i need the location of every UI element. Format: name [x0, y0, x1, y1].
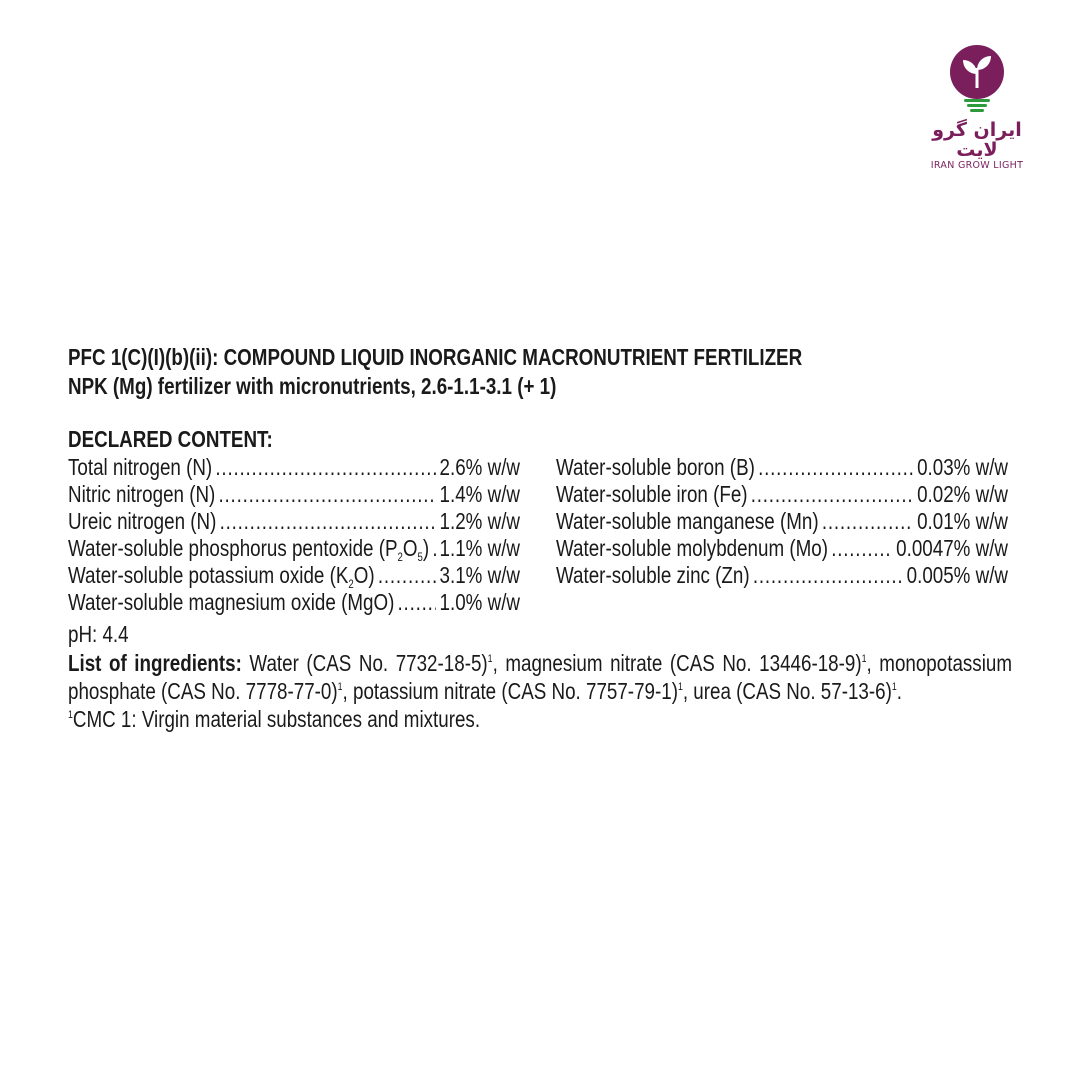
- nutrient-name: Water-soluble molybdenum (Mo): [556, 535, 828, 561]
- nutrient-row: [68, 454, 520, 481]
- nutrient-row: [68, 562, 520, 589]
- nutrient-row: [556, 454, 1008, 481]
- nutrient-name: Water-soluble magnesium oxide (MgO): [68, 589, 395, 615]
- logo-text-en: IRAN GROW LIGHT: [930, 160, 1024, 171]
- nutrient-value: 1.2% w/w: [439, 508, 520, 534]
- dot-leader: [215, 454, 436, 481]
- dot-leader: [220, 508, 437, 535]
- ingredients-label: List of ingredients:: [68, 650, 242, 676]
- nutrient-name: Water-soluble zinc (Zn): [556, 562, 750, 588]
- brand-logo: [912, 44, 1042, 171]
- dot-leader: [378, 562, 437, 589]
- nutrient-value: 0.02% w/w: [917, 481, 1008, 507]
- nutrient-name: Water-soluble manganese (Mn): [556, 508, 819, 534]
- dot-leader: [432, 535, 436, 562]
- nutrient-row: [556, 562, 1008, 589]
- nutrient-row: [556, 535, 1008, 562]
- nutrient-row: [68, 481, 520, 508]
- declared-content-table: [68, 454, 1012, 616]
- ingredients-list: List of ingredients: Water (CAS No. 7732-18-5)$^1$, magnesium nitrate (CAS No. 13446-18-9)$^1$, monopotassium phosphate (CAS No. 7778-77-0)$^1$, potassium nitrate (CAS No. 7757-79-1)$^1$, urea (CAS No. 57-13-6)$^1$.: [68, 650, 1012, 704]
- nutrient-name: Water-soluble phosphorus pentoxide $(P_2O_5)$: [68, 535, 430, 564]
- dot-leader: [751, 481, 914, 508]
- nutrient-row: [68, 535, 520, 562]
- nutrient-value: 1.1% w/w: [439, 535, 520, 561]
- dot-leader: [219, 481, 437, 508]
- nutrient-value: 2.6% w/w: [439, 454, 520, 480]
- declared-content-heading: DECLARED CONTENT:: [68, 426, 273, 452]
- nutrient-name: Nitric nitrogen (N): [68, 481, 216, 507]
- nutrient-value: 0.0047% w/w: [896, 535, 1008, 561]
- nutrient-row: [68, 508, 520, 535]
- nutrient-name: Total nitrogen (N): [68, 454, 213, 480]
- nutrient-name: Water-soluble potassium oxide $(K_2O)$: [68, 562, 375, 591]
- nutrient-row: [556, 481, 1008, 508]
- nutrient-value: 0.005% w/w: [906, 562, 1008, 588]
- nutrient-name: Water-soluble iron (Fe): [556, 481, 748, 507]
- nutrient-value: 0.01% w/w: [917, 508, 1008, 534]
- nutrient-value: 1.0% w/w: [439, 589, 520, 615]
- nutrient-row: [556, 508, 1008, 535]
- declared-content-left-column: [68, 454, 520, 616]
- nutrient-value: 3.1% w/w: [439, 562, 520, 588]
- nutrient-value: 1.4% w/w: [439, 481, 520, 507]
- nutrient-row: [68, 589, 520, 616]
- product-category-title: PFC 1(C)(I)(b)(ii): COMPOUND LIQUID INORGANIC MACRONUTRIENT FERTILIZER: [68, 344, 803, 370]
- footnote: $^1$CMC 1: Virgin material substances and mixtures.: [68, 706, 481, 732]
- declared-content-right-column: [556, 454, 1008, 616]
- dot-leader: [753, 562, 904, 589]
- nutrient-name: Water-soluble boron (B): [556, 454, 755, 480]
- dot-leader: [758, 454, 914, 481]
- nutrient-value: 0.03% w/w: [917, 454, 1008, 480]
- ph-value: pH: 4.4: [68, 621, 129, 647]
- grow-light-bulb-icon: [947, 44, 1007, 116]
- logo-text-fa: ایران گرو لایت: [932, 119, 1022, 161]
- dot-leader: [822, 508, 914, 535]
- dot-leader: [831, 535, 893, 562]
- product-type-subtitle: NPK (Mg) fertilizer with micronutrients, 2.6-1.1-3.1 (+ 1): [68, 373, 557, 399]
- fertilizer-label: [68, 343, 1012, 733]
- dot-leader: [398, 589, 437, 616]
- nutrient-name: Ureic nitrogen (N): [68, 508, 217, 534]
